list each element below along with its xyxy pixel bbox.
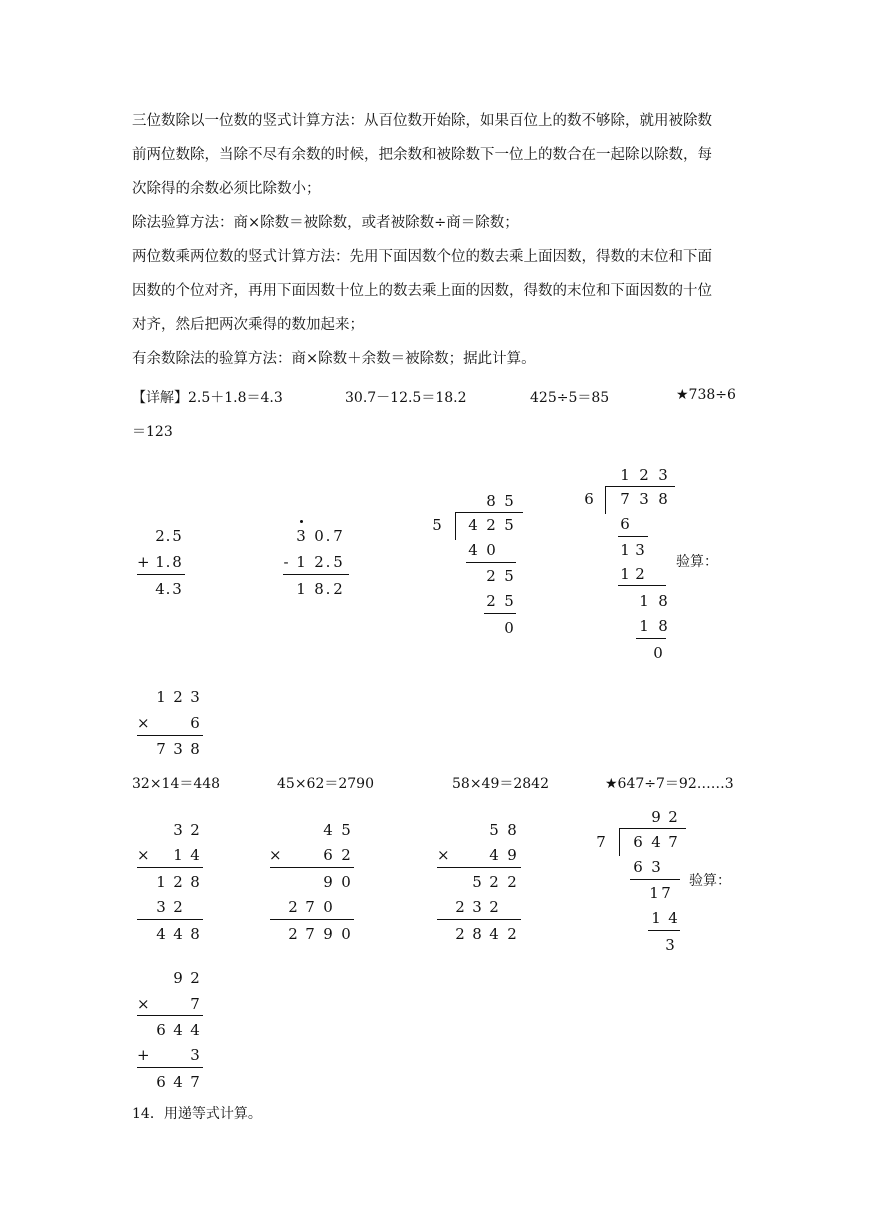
division-bar xyxy=(605,486,675,487)
digit: 4 xyxy=(489,925,499,943)
digit: 4 xyxy=(190,1021,200,1039)
digit: 8 xyxy=(658,617,668,635)
digit: 8 xyxy=(658,490,668,508)
digit: 7 xyxy=(668,833,678,851)
intro-line: 对齐，然后把两次乘得的数加起来； xyxy=(132,317,364,333)
digit: 1 xyxy=(173,846,183,864)
line xyxy=(270,867,354,868)
digit: 2 xyxy=(668,808,678,826)
divisor: 5 xyxy=(432,516,442,534)
digit: . xyxy=(325,580,331,598)
division-bar xyxy=(455,512,523,513)
line xyxy=(437,919,521,920)
digit: 3 xyxy=(296,527,306,545)
digit: 3 xyxy=(190,1046,200,1064)
digit: 2 xyxy=(486,592,496,610)
digit: 3 xyxy=(665,936,675,954)
digit: 7 xyxy=(661,884,671,902)
digit: 4 xyxy=(156,925,166,943)
division-bar xyxy=(619,828,686,829)
digit: 6 xyxy=(156,1073,166,1091)
digit: 4 xyxy=(489,846,499,864)
intro-line: 有余数除法的验算方法：商×除数＋余数＝被除数；据此计算。 xyxy=(132,351,536,367)
digit: 7 xyxy=(333,527,343,545)
intro-paragraph xyxy=(132,104,744,376)
division-bracket xyxy=(619,828,620,856)
line xyxy=(636,638,666,639)
intro-line: 两位数乘两位数的竖式计算方法：先用下面因数个位的数去乘上面因数，得数的末位和下面 xyxy=(132,249,712,265)
digit: 3 xyxy=(658,466,668,484)
line xyxy=(137,867,203,868)
digit: 2 xyxy=(288,925,298,943)
line xyxy=(466,562,516,563)
intro-line: 除法验算方法：商×除数＝被除数，或者被除数÷商＝除数； xyxy=(132,215,519,231)
digit: 5 xyxy=(172,527,182,545)
digit: 5 xyxy=(504,492,514,510)
digit: 9 xyxy=(507,846,517,864)
digit: 9 xyxy=(651,808,661,826)
digit: 5 xyxy=(504,516,514,534)
digit: 1 xyxy=(155,553,165,571)
digit: 5 xyxy=(341,821,351,839)
digit: 8 xyxy=(190,925,200,943)
digit: 1 xyxy=(620,565,630,583)
digit: 2 xyxy=(333,580,343,598)
digit: 7 xyxy=(620,490,630,508)
digit: 3 xyxy=(472,898,482,916)
digit: 2 xyxy=(455,898,465,916)
digit: 7 xyxy=(305,925,315,943)
digit: 3 xyxy=(173,821,183,839)
digit: 5 xyxy=(504,592,514,610)
digit: 2 xyxy=(486,516,496,534)
division-bracket xyxy=(605,486,606,514)
operator: × xyxy=(137,995,150,1013)
equation-div-star: ★647÷7＝92……3 xyxy=(605,776,734,792)
digit: 2 xyxy=(489,873,499,891)
digit: 4 xyxy=(468,516,478,534)
digit: 0 xyxy=(653,644,663,662)
digit: 0 xyxy=(486,541,496,559)
line xyxy=(137,919,203,920)
check-label: 验算： xyxy=(689,873,731,889)
divisor: 6 xyxy=(584,490,594,508)
digit: 2 xyxy=(341,846,351,864)
digit: 5 xyxy=(333,553,343,571)
digit: 0 xyxy=(341,873,351,891)
intro-line: 前两位数除，当除不尽有余数的时候，把余数和被除数下一位上的数合在一起除以除数，每 xyxy=(132,147,712,163)
digit: 2 xyxy=(455,925,465,943)
digit: 2 xyxy=(190,969,200,987)
equation-sub: 30.7－12.5＝18.2 xyxy=(345,390,467,406)
division-bracket xyxy=(455,512,456,540)
intro-line: 三位数除以一位数的竖式计算方法：从百位数开始除，如果百位上的数不够除，就用被除数 xyxy=(132,113,712,129)
next-question-heading: 14．用递等式计算。 xyxy=(132,1106,262,1122)
digit: 2 xyxy=(173,898,183,916)
equation-div-star: ★738÷6 xyxy=(676,387,736,403)
digit: . xyxy=(165,527,171,545)
line xyxy=(630,879,680,880)
digit: 1 xyxy=(296,580,306,598)
line xyxy=(648,930,680,931)
line xyxy=(270,919,354,920)
digit: 1 xyxy=(156,873,166,891)
divisor: 7 xyxy=(596,833,606,851)
digit: . xyxy=(325,553,331,571)
line xyxy=(618,536,648,537)
digit: 2 xyxy=(155,527,165,545)
digit: 6 xyxy=(156,1021,166,1039)
digit: 8 xyxy=(507,821,517,839)
digit: 8 xyxy=(190,873,200,891)
line xyxy=(137,735,203,736)
digit: 1 xyxy=(639,592,649,610)
digit: 4 xyxy=(668,909,678,927)
digit: . xyxy=(165,553,171,571)
operator: - xyxy=(283,553,289,571)
digit: 5 xyxy=(504,567,514,585)
digit: 3 xyxy=(156,898,166,916)
digit: 4 xyxy=(155,580,165,598)
digit: 7 xyxy=(190,995,200,1013)
operator: × xyxy=(137,714,150,732)
check-label: 验算： xyxy=(676,554,718,570)
digit: 8 xyxy=(472,925,482,943)
digit: 2 xyxy=(635,565,645,583)
digit: 1 xyxy=(651,909,661,927)
digit: 4 xyxy=(173,925,183,943)
operator: × xyxy=(437,846,450,864)
line xyxy=(137,574,185,575)
digit: 9 xyxy=(323,873,333,891)
intro-line: 因数的个位对齐，再用下面因数十位上的数去乘上面的因数，得数的末位和下面因数的十位 xyxy=(132,283,712,299)
digit: 6 xyxy=(633,833,643,851)
digit: 0 xyxy=(314,527,324,545)
digit: 5 xyxy=(472,873,482,891)
equation-div-star-result: ＝123 xyxy=(132,424,173,440)
digit: 5 xyxy=(489,821,499,839)
operator: + xyxy=(137,553,150,571)
digit: 3 xyxy=(635,541,645,559)
digit: 6 xyxy=(620,515,630,533)
digit: 3 xyxy=(172,580,182,598)
digit: 6 xyxy=(190,714,200,732)
line xyxy=(618,585,666,586)
line xyxy=(137,1015,203,1016)
equation-mul: 32×14＝448 xyxy=(132,776,221,792)
equation-mul: 45×62＝2790 xyxy=(277,776,374,792)
line xyxy=(283,574,349,575)
digit: 2 xyxy=(173,873,183,891)
digit: 1 xyxy=(620,541,630,559)
operator: × xyxy=(137,846,150,864)
digit: 6 xyxy=(323,846,333,864)
digit: 8 xyxy=(172,553,182,571)
digit: 2 xyxy=(507,873,517,891)
digit: 4 xyxy=(323,821,333,839)
line xyxy=(137,1067,203,1068)
digit: 2 xyxy=(288,898,298,916)
borrow-dot xyxy=(300,520,303,523)
digit: 8 xyxy=(190,740,200,758)
digit: 1 xyxy=(639,617,649,635)
digit: 2 xyxy=(486,567,496,585)
digit: 3 xyxy=(190,688,200,706)
digit: 7 xyxy=(305,898,315,916)
line xyxy=(484,613,516,614)
digit: . xyxy=(325,527,331,545)
digit: 4 xyxy=(651,833,661,851)
digit: 2 xyxy=(190,821,200,839)
digit: 0 xyxy=(504,619,514,637)
line xyxy=(437,867,521,868)
digit: 6 xyxy=(633,858,643,876)
digit: 4 xyxy=(468,541,478,559)
digit: . xyxy=(165,580,171,598)
digit: 4 xyxy=(173,1021,183,1039)
digit: 2 xyxy=(489,898,499,916)
digit: 3 xyxy=(651,858,661,876)
intro-line: 次除得的余数必须比除数小； xyxy=(132,181,321,197)
digit: 2 xyxy=(173,688,183,706)
digit: 0 xyxy=(323,898,333,916)
digit: 0 xyxy=(341,925,351,943)
digit: 2 xyxy=(314,553,324,571)
digit: 7 xyxy=(156,740,166,758)
digit: 8 xyxy=(658,592,668,610)
digit: 9 xyxy=(173,969,183,987)
digit: 8 xyxy=(486,492,496,510)
equation-mul: 58×49＝2842 xyxy=(452,776,549,792)
digit: 8 xyxy=(314,580,324,598)
operator: + xyxy=(137,1046,150,1064)
digit: 2 xyxy=(507,925,517,943)
digit: 1 xyxy=(649,884,659,902)
answer-prefix: 【详解】 xyxy=(132,390,188,406)
equation-div: 425÷5＝85 xyxy=(530,390,610,406)
equation-add: 2.5＋1.8＝4.3 xyxy=(188,390,283,406)
digit: 4 xyxy=(173,1073,183,1091)
digit: 1 xyxy=(156,688,166,706)
digit: 9 xyxy=(323,925,333,943)
digit: 3 xyxy=(639,490,649,508)
digit: 4 xyxy=(190,846,200,864)
digit: 3 xyxy=(173,740,183,758)
digit: 7 xyxy=(190,1073,200,1091)
operator: × xyxy=(269,846,282,864)
digit: 2 xyxy=(639,466,649,484)
digit: 1 xyxy=(620,466,630,484)
digit: 1 xyxy=(296,553,306,571)
